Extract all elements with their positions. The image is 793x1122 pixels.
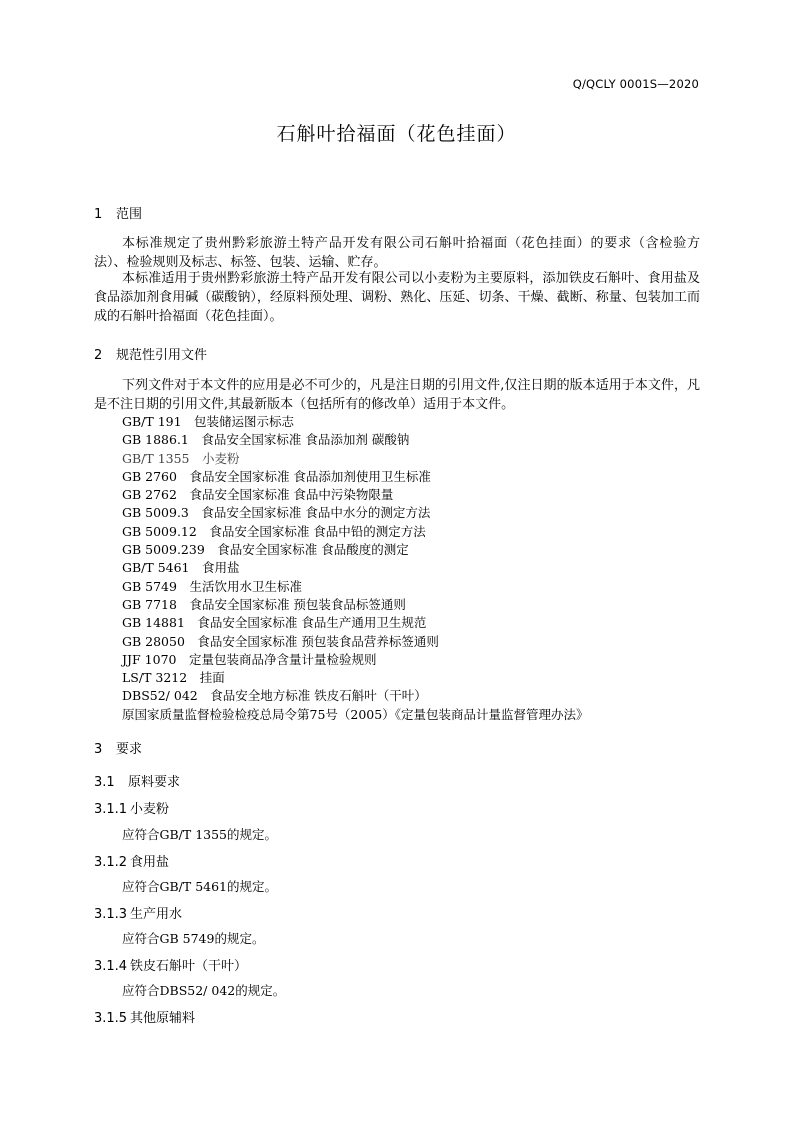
reference-item: GB/T 5461 食用盐 xyxy=(122,560,240,576)
reference-item: GB 5749 生活饮用水卫生标准 xyxy=(122,578,302,594)
clause-title: 食用盐 xyxy=(130,855,170,870)
clause-3-1-4-text: 应符合DBS52/ 042的规定。 xyxy=(122,983,286,998)
reference-item: 原国家质量监督检验检疫总局令第75号（2005）《定量包装商品计量监督管理办法》 xyxy=(122,706,589,722)
section-number: 1 xyxy=(94,207,103,222)
section-title: 范围 xyxy=(116,207,143,222)
reference-item: LS/T 3212 挂面 xyxy=(122,670,225,686)
section-1-heading xyxy=(94,203,142,222)
clause-title: 生产用水 xyxy=(130,907,183,922)
reference-item: GB 5009.3 食品安全国家标准 食品中水分的测定方法 xyxy=(122,505,431,521)
reference-item: GB 2762 食品安全国家标准 食品中污染物限量 xyxy=(122,487,394,503)
subsection-number: 3.1 xyxy=(94,775,115,790)
subsection-3-1-heading xyxy=(94,771,180,790)
reference-item: GB 5009.239 食品安全国家标准 食品酸度的测定 xyxy=(122,542,409,558)
document-code: Q/QCLY 0001S—2020 xyxy=(572,77,699,91)
clause-3-1-2-text: 应符合GB/T 5461的规定。 xyxy=(122,879,278,894)
clause-3-1-3-text: 应符合GB 5749的规定。 xyxy=(122,931,265,946)
clause-3-1-1-text: 应符合GB/T 1355的规定。 xyxy=(122,827,278,842)
clause-number: 3.1.3 xyxy=(94,907,128,922)
section-3-heading xyxy=(94,738,142,757)
clause-number: 3.1.1 xyxy=(94,802,128,817)
reference-item: GB/T 191 包装储运图示标志 xyxy=(122,414,295,429)
scope-paragraph-2: 本标准适用于贵州黔彩旅游土特产品开发有限公司以小麦粉为主要原料，添加铁皮石斛叶、食用盐及食品添加剂食用碱（碳酸钠），经原料预处理、调粉、熟化、压延、切条、干燥、截断、称量、包装加工而成的石斛叶拾福面（花色挂面）。 xyxy=(94,271,700,324)
clause-number: 3.1.4 xyxy=(94,959,128,974)
scope-paragraph-1: 本标准规定了贵州黔彩旅游土特产品开发有限公司石斛叶拾福面（花色挂面）的要求（含检验方法）、检验规则及标志、标签、包装、运输、贮存。 xyxy=(94,236,700,270)
reference-item: JJF 1070 定量包装商品净含量计量检验规则 xyxy=(122,651,377,667)
section-number: 3 xyxy=(94,742,103,757)
reference-item: DBS52/ 042 食品安全地方标准 铁皮石斛叶（干叶） xyxy=(122,688,427,704)
reference-list xyxy=(122,413,588,724)
reference-item: GB/T 1355 小麦粉 xyxy=(122,450,240,466)
section-number: 2 xyxy=(94,348,103,363)
reference-item: GB 1886.1 食品安全国家标准 食品添加剂 碳酸钠 xyxy=(122,432,410,448)
clause-title: 铁皮石斛叶（干叶） xyxy=(130,959,248,974)
clause-number: 3.1.2 xyxy=(94,855,128,870)
reference-item: GB 7718 食品安全国家标准 预包装食品标签通则 xyxy=(122,596,406,612)
section-title: 要求 xyxy=(116,742,143,757)
clause-3-1-2-heading xyxy=(94,851,169,870)
subsection-title: 原料要求 xyxy=(128,775,181,790)
reference-item: GB 14881 食品安全国家标准 食品生产通用卫生规范 xyxy=(122,615,427,631)
clause-3-1-4-heading xyxy=(94,955,247,974)
clause-3-1-3-heading xyxy=(94,903,182,922)
reference-item: GB 5009.12 食品安全国家标准 食品中铅的测定方法 xyxy=(122,523,426,539)
clause-number: 3.1.5 xyxy=(94,1011,128,1026)
section-2-heading xyxy=(94,344,207,363)
references-intro: 下列文件对于本文件的应用是必不可少的，凡是注日期的引用文件,仅注日期的版本适用于本文件，凡是不注日期的引用文件,其最新版本（包括所有的修改单）适用于本文件。 xyxy=(94,378,700,412)
reference-item: GB 2760 食品安全国家标准 食品添加剂使用卫生标准 xyxy=(122,468,431,484)
clause-title: 小麦粉 xyxy=(130,802,170,817)
section-title: 规范性引用文件 xyxy=(116,348,208,363)
reference-item: GB 28050 食品安全国家标准 预包装食品营养标签通则 xyxy=(122,633,439,649)
clause-title: 其他原辅料 xyxy=(130,1011,196,1026)
clause-3-1-5-heading xyxy=(94,1007,195,1026)
page-title: 石斛叶拾福面（花色挂面） xyxy=(276,123,517,145)
clause-3-1-1-heading xyxy=(94,798,169,817)
